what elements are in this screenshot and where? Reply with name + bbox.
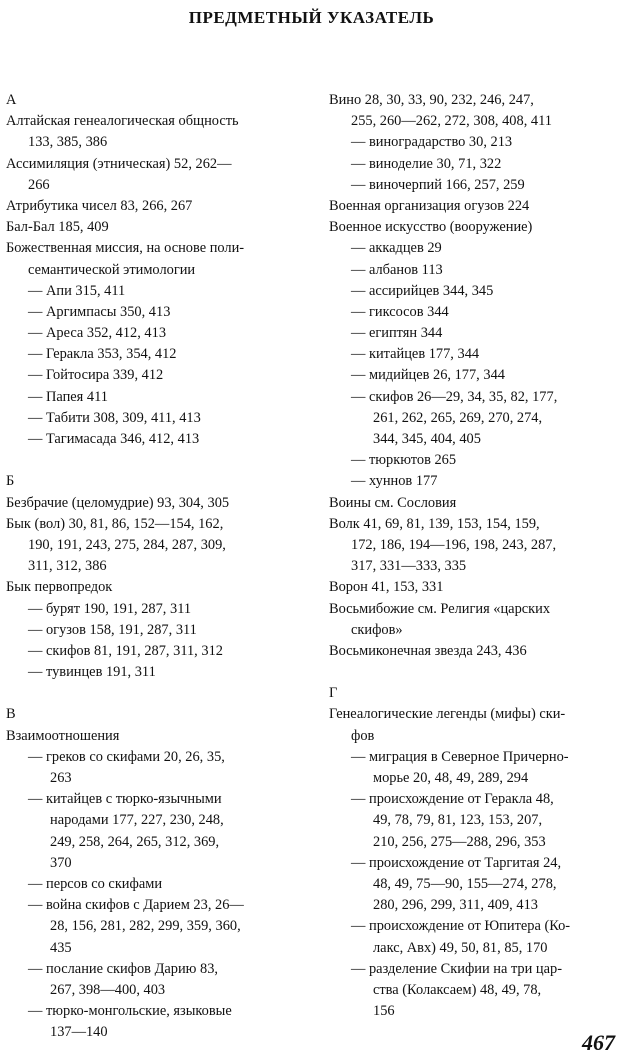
section-spacer bbox=[6, 450, 311, 471]
index-entry: Бык первопредок bbox=[6, 579, 113, 596]
index-letter-heading: Г bbox=[329, 685, 338, 702]
index-entry: скифов» bbox=[351, 621, 403, 638]
index-entry: 435 bbox=[50, 939, 72, 956]
index-column-right bbox=[329, 90, 621, 1022]
index-entry: Военная организация огузов 224 bbox=[329, 197, 530, 214]
index-entry: Восьмиконечная звезда 243, 436 bbox=[329, 642, 527, 659]
index-entry: — Ареса 352, 412, 413 bbox=[28, 325, 167, 342]
index-entry: 48, 49, 75—90, 155—274, 278, bbox=[373, 875, 557, 892]
index-entry: — китайцев с тюрко-язычными bbox=[28, 791, 222, 808]
index-entry: 133, 385, 386 bbox=[28, 134, 108, 151]
index-column-left bbox=[6, 90, 311, 1043]
index-entry: 172, 186, 194—196, 198, 243, 287, bbox=[351, 536, 557, 553]
index-entry: 210, 256, 275—288, 296, 353 bbox=[373, 833, 546, 850]
index-entry: — албанов 113 bbox=[351, 261, 443, 278]
index-entry: — гиксосов 344 bbox=[351, 303, 449, 320]
index-entry: 261, 262, 265, 269, 270, 274, bbox=[373, 409, 543, 426]
index-entry: — ассирийцев 344, 345 bbox=[351, 282, 494, 299]
index-entry: — виноделие 30, 71, 322 bbox=[351, 155, 502, 172]
index-entry: — тюрко-монгольские, языковые bbox=[28, 1003, 232, 1020]
index-entry: — виноградарство 30, 213 bbox=[351, 134, 513, 151]
index-entry: 249, 258, 264, 265, 312, 369, bbox=[50, 833, 220, 850]
index-entry: Безбрачие (целомудрие) 93, 304, 305 bbox=[6, 494, 230, 511]
index-entry: Бал-Бал 185, 409 bbox=[6, 219, 109, 236]
index-entry: — миграция в Северное Причерно- bbox=[351, 748, 569, 765]
index-entry: Бык (вол) 30, 81, 86, 152—154, 162, bbox=[6, 515, 224, 532]
index-entry: — бурят 190, 191, 287, 311 bbox=[28, 600, 192, 617]
index-entry: Взаимоотношения bbox=[6, 727, 120, 744]
index-entry: — Табити 308, 309, 411, 413 bbox=[28, 409, 201, 426]
index-entry: Волк 41, 69, 81, 139, 153, 154, 159, bbox=[329, 515, 540, 532]
index-entry: — Папея 411 bbox=[28, 388, 108, 405]
index-entry: — происхождение от Геракла 48, bbox=[351, 791, 554, 808]
index-entry: Ассимиляция (этническая) 52, 262— bbox=[6, 155, 232, 172]
index-entry: 317, 331—333, 335 bbox=[351, 558, 467, 575]
index-entry: 190, 191, 243, 275, 284, 287, 309, bbox=[28, 536, 226, 553]
index-entry: — послание скифов Дарию 83, bbox=[28, 960, 219, 977]
index-entry: — скифов 81, 191, 287, 311, 312 bbox=[28, 642, 223, 659]
index-entry: 255, 260—262, 272, 308, 408, 411 bbox=[351, 113, 552, 130]
index-entry: 311, 312, 386 bbox=[28, 558, 107, 575]
index-entry: — мидийцев 26, 177, 344 bbox=[351, 367, 505, 384]
index-entry: — происхождение от Юпитера (Ко- bbox=[351, 918, 571, 935]
index-entry: — хуннов 177 bbox=[351, 473, 438, 490]
index-entry: 137—140 bbox=[50, 1024, 108, 1041]
index-letter-heading: В bbox=[6, 706, 16, 723]
index-entry: — Гойтосира 339, 412 bbox=[28, 367, 164, 384]
index-entry: — разделение Скифии на три цар- bbox=[351, 960, 562, 977]
index-entry: — скифов 26—29, 34, 35, 82, 177, bbox=[351, 388, 558, 405]
index-entry: Ворон 41, 153, 331 bbox=[329, 579, 444, 596]
index-entry: Алтайская генеалогическая общность bbox=[6, 113, 239, 130]
index-entry: — Геракла 353, 354, 412 bbox=[28, 346, 177, 363]
index-entry: Восьмибожие см. Религия «царских bbox=[329, 600, 551, 617]
index-entry: — аккадцев 29 bbox=[351, 240, 442, 257]
index-entry: — китайцев 177, 344 bbox=[351, 346, 480, 363]
index-entry: Генеалогические легенды (мифы) ски- bbox=[329, 706, 566, 723]
section-spacer bbox=[329, 662, 621, 683]
index-entry: — Апи 315, 411 bbox=[28, 282, 126, 299]
section-spacer bbox=[6, 683, 311, 704]
index-letter-heading: А bbox=[6, 92, 17, 108]
index-entry: Военное искусство (вооружение) bbox=[329, 219, 533, 236]
index-entry: фов bbox=[351, 727, 375, 744]
index-entry: Божественная миссия, на основе поли- bbox=[6, 240, 245, 257]
index-entry: — египтян 344 bbox=[351, 325, 443, 342]
index-entry: лакс, Авх) 49, 50, 81, 85, 170 bbox=[373, 939, 548, 956]
index-entry: — греков со скифами 20, 26, 35, bbox=[28, 748, 225, 765]
index-entry: ства (Колаксаем) 48, 49, 78, bbox=[373, 981, 542, 998]
index-entry: 370 bbox=[50, 854, 72, 871]
index-entry: Воины см. Сословия bbox=[329, 494, 457, 511]
index-entry: 49, 78, 79, 81, 123, 153, 207, bbox=[373, 812, 543, 829]
index-entry: 156 bbox=[373, 1003, 395, 1020]
index-entry: 280, 296, 299, 311, 409, 413 bbox=[373, 897, 538, 914]
index-letter-heading: Б bbox=[6, 473, 15, 490]
index-entry: — война скифов с Дарием 23, 26— bbox=[28, 897, 244, 914]
index-entry: Вино 28, 30, 33, 90, 232, 246, 247, bbox=[329, 92, 534, 108]
index-entry: — огузов 158, 191, 287, 311 bbox=[28, 621, 197, 638]
index-entry: семантической этимологии bbox=[28, 261, 196, 278]
index-entry: — Тагимасада 346, 412, 413 bbox=[28, 431, 200, 447]
index-entry: народами 177, 227, 230, 248, bbox=[50, 812, 224, 829]
page-title: ПРЕДМЕТНЫЙ УКАЗАТЕЛЬ bbox=[188, 8, 435, 27]
index-entry: Атрибутика чисел 83, 266, 267 bbox=[6, 197, 193, 214]
index-entry: — тюркютов 265 bbox=[351, 452, 457, 469]
index-entry: — происхождение от Таргитая 24, bbox=[351, 854, 562, 871]
index-entry: — персов со скифами bbox=[28, 875, 163, 892]
index-entry: 28, 156, 281, 282, 299, 359, 360, bbox=[50, 918, 241, 935]
index-entry: 263 bbox=[50, 770, 72, 786]
index-entry: 266 bbox=[28, 176, 50, 193]
index-entry: — тувинцев 191, 311 bbox=[28, 664, 156, 681]
index-entry: — виночерпий 166, 257, 259 bbox=[351, 176, 525, 193]
index-entry: 344, 345, 404, 405 bbox=[373, 431, 481, 447]
index-entry: морье 20, 48, 49, 289, 294 bbox=[373, 770, 529, 786]
index-entry: — Аргимпасы 350, 413 bbox=[28, 303, 171, 320]
page-number: 467 bbox=[582, 1030, 615, 1055]
index-entry: 267, 398—400, 403 bbox=[50, 981, 166, 998]
